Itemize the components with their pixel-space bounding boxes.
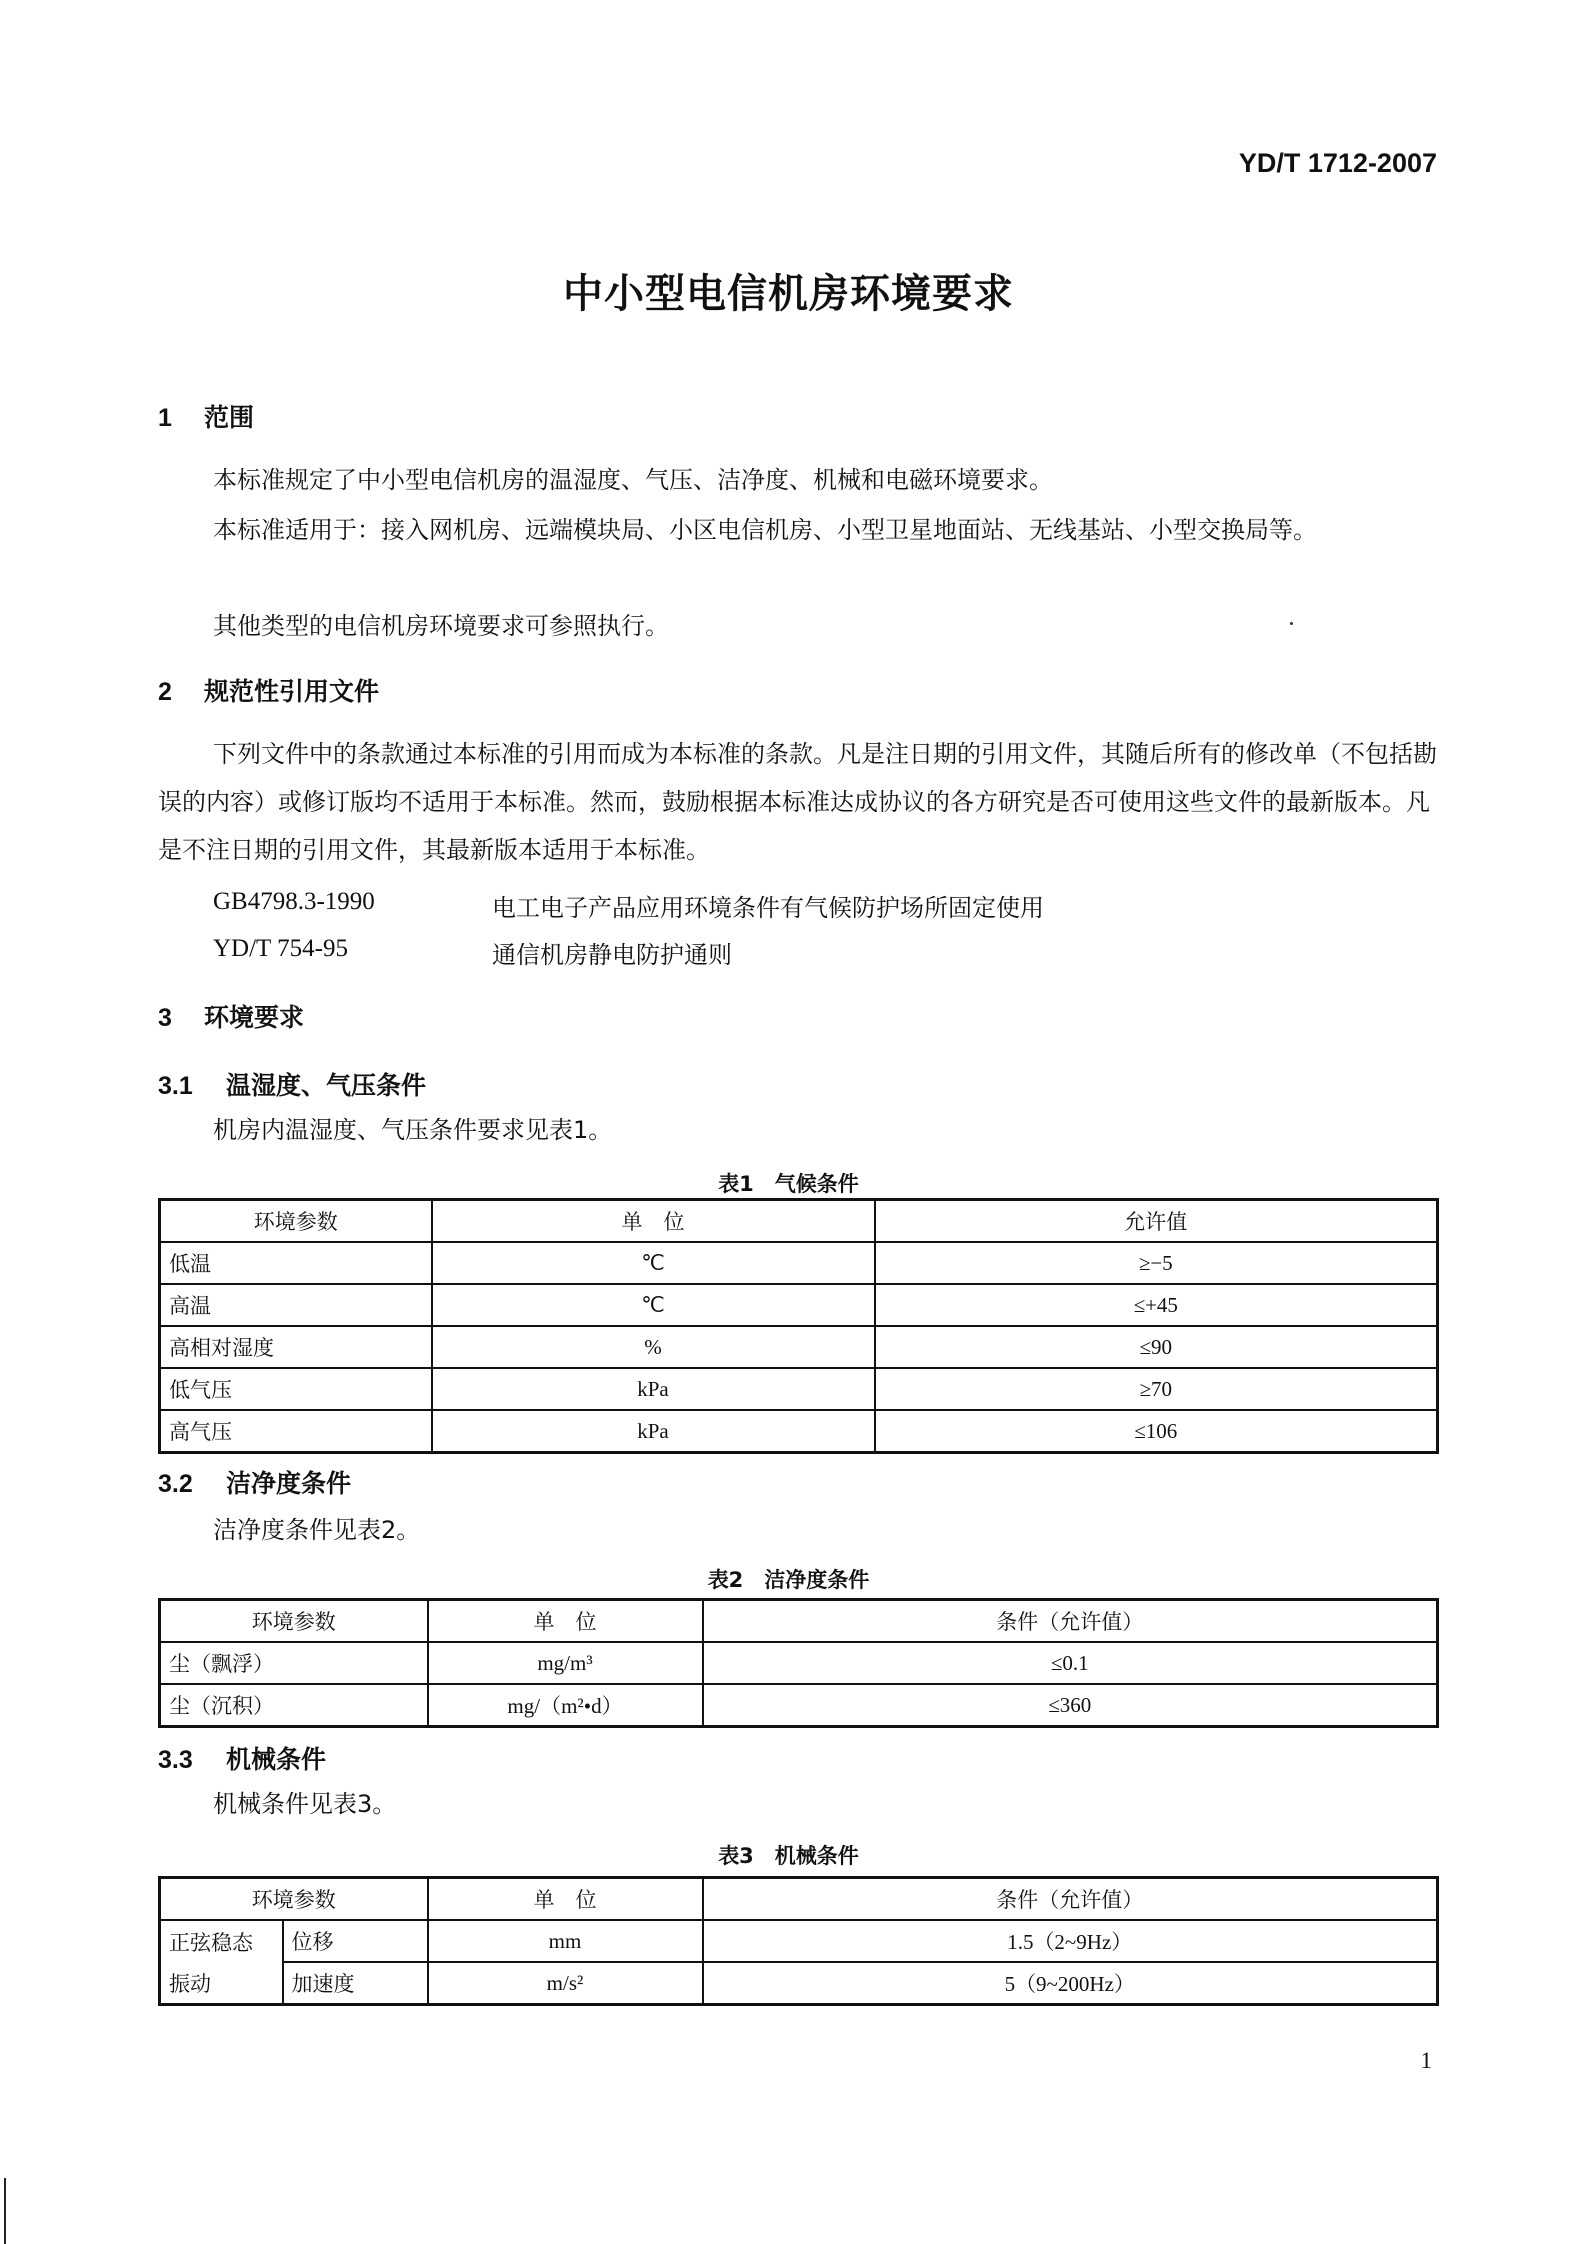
- column-header: 单 位: [428, 1600, 703, 1643]
- unit-cell: %: [432, 1326, 875, 1368]
- group-label-cell: 振动: [160, 1962, 283, 2005]
- subsection-title: 洁净度条件: [226, 1469, 352, 1498]
- section-title: 范围: [204, 403, 255, 432]
- page-number: 1: [1420, 2048, 1432, 2073]
- subsection-number: 3.2: [158, 1470, 193, 1498]
- section-3-heading: [158, 998, 304, 1034]
- references-paragraph: 下列文件中的条款通过本标准的引用而成为本标准的条款。凡是注日期的引用文件，其随后所有的修改单（不包括勘误的内容）或修订版均不适用于本标准。然而，鼓励根据本标准达成协议的各方研究是否可使用这些文件的最新版本。凡是不注日期的引用文件，其最新版本适用于本标准。: [158, 740, 1437, 864]
- value-cell: 1.5（2~9Hz）: [703, 1920, 1438, 1962]
- climate-paragraph: 机房内温湿度、气压条件要求见表1。: [213, 1116, 613, 1144]
- table-row: [160, 1284, 1438, 1326]
- reference-code: YD/T 754-95: [213, 935, 348, 962]
- scope-paragraph-2: 本标准适用于：接入网机房、远端模块局、小区电信机房、小型卫星地面站、无线基站、小型交换局等。: [213, 516, 1317, 544]
- unit-cell: mg/m³: [428, 1642, 703, 1684]
- section-number: 1: [158, 404, 172, 432]
- param-cell: 位移: [283, 1920, 428, 1962]
- table-row: [160, 1410, 1438, 1453]
- param-cell: 低温: [160, 1242, 432, 1284]
- section-number: 3: [158, 1004, 172, 1032]
- section-2-heading: [158, 672, 379, 708]
- value-cell: ≤106: [875, 1410, 1438, 1453]
- table-row: [160, 1368, 1438, 1410]
- table-row: [160, 1642, 1438, 1684]
- table-row: [160, 1684, 1438, 1727]
- section-1-heading: [158, 398, 254, 434]
- table-2-caption: 表2 洁净度条件: [707, 1568, 870, 1592]
- section-title: 规范性引用文件: [204, 677, 380, 706]
- column-header: 环境参数: [160, 1878, 428, 1921]
- unit-cell: m/s²: [428, 1962, 703, 2005]
- subsection-title: 温湿度、气压条件: [226, 1071, 427, 1100]
- value-cell: 5（9~200Hz）: [703, 1962, 1438, 2005]
- table-3-caption: 表3 机械条件: [718, 1844, 859, 1868]
- param-cell: 尘（飘浮）: [160, 1642, 428, 1684]
- subsection-number: 3.3: [158, 1746, 193, 1774]
- param-cell: 低气压: [160, 1368, 432, 1410]
- param-cell: 加速度: [283, 1962, 428, 2005]
- table-1-caption: 表1 气候条件: [718, 1172, 859, 1196]
- column-header: 环境参数: [160, 1200, 432, 1243]
- group-label-cell: 正弦稳态: [160, 1920, 283, 1962]
- column-header: 条件（允许值）: [703, 1878, 1438, 1921]
- document-title: 中小型电信机房环境要求: [563, 271, 1014, 317]
- standard-code: YD/T 1712-2007: [1238, 148, 1437, 178]
- value-cell: ≤360: [703, 1684, 1438, 1727]
- subsection-3-3-heading: [158, 1740, 326, 1776]
- value-cell: ≤0.1: [703, 1642, 1438, 1684]
- table-header-row: [160, 1878, 1438, 1921]
- unit-cell: kPa: [432, 1410, 875, 1453]
- table-row: [160, 1326, 1438, 1368]
- column-header: 条件（允许值）: [703, 1600, 1438, 1643]
- value-cell: ≥70: [875, 1368, 1438, 1410]
- scope-paragraph-1: 本标准规定了中小型电信机房的温湿度、气压、洁净度、机械和电磁环境要求。: [213, 466, 1053, 494]
- value-cell: ≤90: [875, 1326, 1438, 1368]
- value-cell: ≥−5: [875, 1242, 1438, 1284]
- column-header: 允许值: [875, 1200, 1438, 1243]
- table-row: [160, 1962, 1438, 2005]
- subsection-3-1-heading: [158, 1066, 426, 1102]
- unit-cell: kPa: [432, 1368, 875, 1410]
- mechanical-table: [158, 1876, 1439, 2006]
- table-row: [160, 1920, 1438, 1962]
- reference-code: GB4798.3-1990: [213, 888, 375, 915]
- subsection-3-2-heading: [158, 1464, 351, 1500]
- scan-edge-mark: [4, 2178, 6, 2244]
- subsection-number: 3.1: [158, 1072, 193, 1100]
- mechanical-paragraph: 机械条件见表3。: [213, 1790, 397, 1818]
- param-cell: 高气压: [160, 1410, 432, 1453]
- cleanliness-paragraph: 洁净度条件见表2。: [213, 1516, 421, 1544]
- reference-title: 通信机房静电防护通则: [492, 941, 732, 969]
- column-header: 单 位: [432, 1200, 875, 1243]
- param-cell: 高温: [160, 1284, 432, 1326]
- unit-cell: mm: [428, 1920, 703, 1962]
- reference-title: 电工电子产品应用环境条件有气候防护场所固定使用: [492, 894, 1044, 922]
- unit-cell: ℃: [432, 1242, 875, 1284]
- table-row: [160, 1242, 1438, 1284]
- section-title: 环境要求: [204, 1003, 305, 1032]
- unit-cell: mg/（m²•d）: [428, 1684, 703, 1727]
- column-header: 单 位: [428, 1878, 703, 1921]
- table-header-row: [160, 1200, 1438, 1243]
- section-number: 2: [158, 678, 172, 706]
- subsection-title: 机械条件: [226, 1745, 327, 1774]
- param-cell: 高相对湿度: [160, 1326, 432, 1368]
- unit-cell: ℃: [432, 1284, 875, 1326]
- scan-speck: [1290, 622, 1293, 625]
- scope-paragraph-3: 其他类型的电信机房环境要求可参照执行。: [213, 612, 669, 640]
- cleanliness-table: [158, 1598, 1439, 1728]
- climate-table: [158, 1198, 1439, 1454]
- column-header: 环境参数: [160, 1600, 428, 1643]
- value-cell: ≤+45: [875, 1284, 1438, 1326]
- table-header-row: [160, 1600, 1438, 1643]
- param-cell: 尘（沉积）: [160, 1684, 428, 1727]
